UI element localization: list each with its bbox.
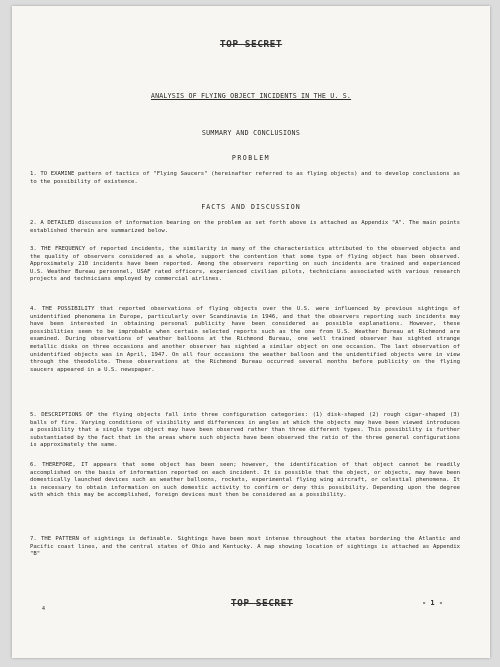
paragraph-3: 3. THE FREQUENCY of reported incidents, the similarity in many of the characteristics attributed to the observed objects and the quality of observers considered as a whole, support the contention that some type of flying object has been observed. Approximately 210 incidents have been reported. Among the observers reporting on such incidents are trained and experienced U.S. Weather Bureau personnel, USAF rated officers, experienced civilian pilots, technicians associated with various research projects and technicians employed by commercial airlines. xyxy=(30,246,460,283)
summary-heading: SUMMARY AND CONCLUSIONS xyxy=(201,129,301,137)
page-number: - 1 - xyxy=(422,599,444,607)
paragraph-6: 6. THEREFORE, IT appears that some object has been seen; however, the identification of that object cannot be readily accomplished on the basis of information reported on each incident. It is possible that the object, or objects, may have been domestically launched devices such as weather balloons, rockets, experimental flying wing aircraft, or celestial phenomena. It is necessary to obtain information on such domestic activity to confirm or deny this possibility. Depending upon the degree with which this may be accomplished, foreign devices must then be considered as a possibility. xyxy=(30,462,460,499)
problem-heading: PROBLEM xyxy=(231,154,271,162)
paragraph-2: 2. A DETAILED discussion of information bearing on the problem as set forth above is attached as Appendix "A". The main points established therein are summarized below. xyxy=(30,220,460,234)
facts-heading: FACTS AND DISCUSSION xyxy=(201,203,301,211)
paragraph-4: 4. THE POSSIBILITY that reported observations of flying objects over the U.S. were influenced by previous sightings of unidentified phenomena in Europe, particularly over Scandinavia in 1946, and that the observers reporting such incidents may have been interested in obtaining personal publicity have been considered as possible explanations. However, these possibilities seem to be improbable when certain selected reports such as the one from U.S. Weather Bureau at Richmond are examined. During observations of weather balloons at the Richmond Bureau, one well trained observer has sighted strange metallic disks on three occasions and another observer has sighted a similar object on one occasion. The last observation of unidentified objects was in April, 1947. On all four occasions the weather balloon and the unidentified objects were in view through the theodolite. These observations at the Richmond Bureau occurred several months before publicity on the flying saucers appeared in a U.S. newspaper. xyxy=(30,306,460,373)
classification-stamp-bottom: TOP SECRET xyxy=(230,598,294,609)
margin-mark: 4 xyxy=(42,606,46,612)
document-page xyxy=(12,6,490,658)
problem-paragraph: 1. TO EXAMINE pattern of tactics of "Flying Saucers" (hereinafter referred to as flying objects) and to develop conclusions as to the possibility of existence. xyxy=(30,171,460,185)
classification-stamp-top: TOP SECRET xyxy=(219,39,283,50)
document-title: ANALYSIS OF FLYING OBJECT INCIDENTS IN THE U. S. xyxy=(150,92,352,100)
paragraph-7: 7. THE PATTERN of sightings is definable. Sightings have been most intense throughout the states bordering the Atlantic and Pacific coast lines, and the central states of Ohio and Kentucky. A map showing location of sightings is attached as Appendix "B" xyxy=(30,536,460,558)
paragraph-5: 5. DESCRIPTIONS OF the flying objects fall into three configuration categories: (1) disk-shaped (2) rough cigar-shaped (3) balls of fire. Varying conditions of visibility and differences in angles at which the objects may have been viewed introduces a possibility that a single type object may have been observed rather than three different types. This possibility is further substantiated by the fact that in the areas where such objects have been observed the ratio of the three general configurations is approximately the same. xyxy=(30,412,460,449)
